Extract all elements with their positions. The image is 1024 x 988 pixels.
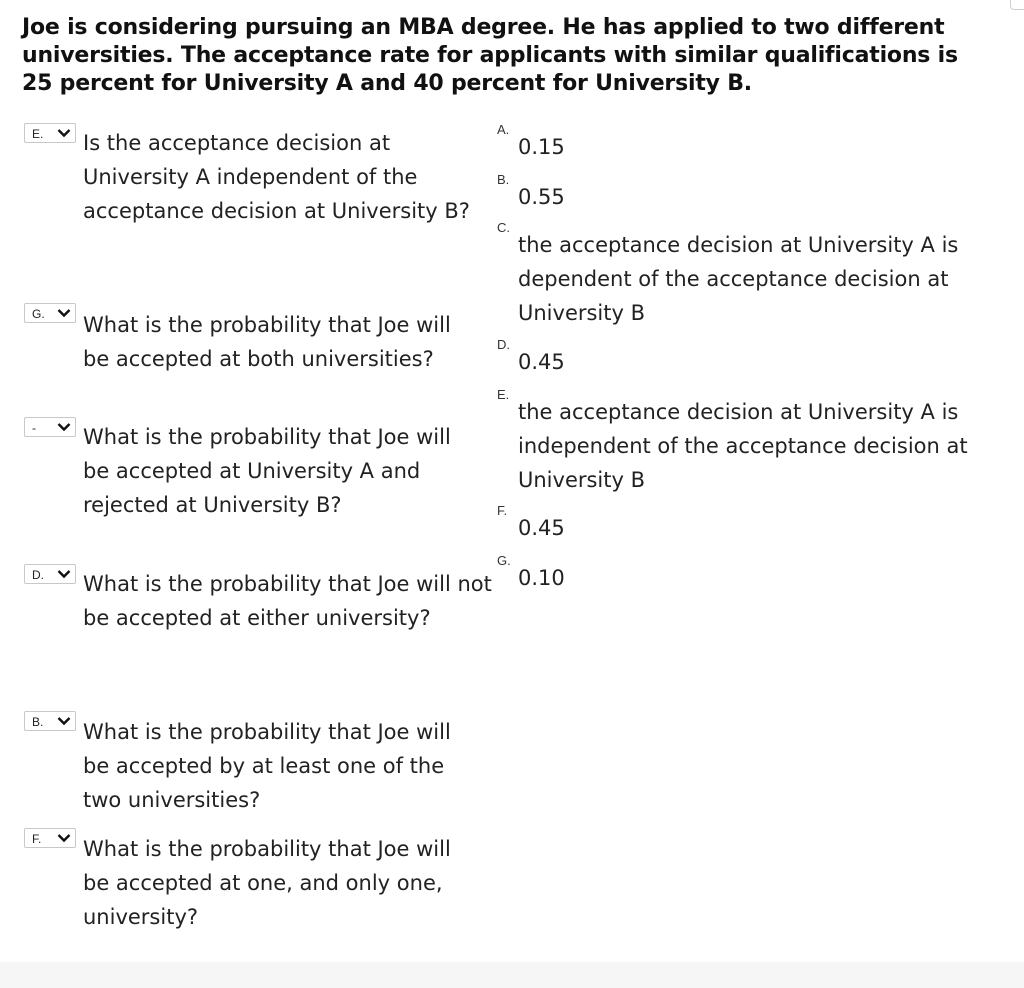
question-text: What is the probability that Joe will be accepted at University A and rejected at University B? (83, 425, 451, 517)
chevron-down-icon (57, 833, 71, 843)
question-text: What is the probability that Joe will be accepted by at least one of the two universities? (83, 720, 451, 812)
option-label: D. (497, 337, 510, 352)
chevron-down-icon (57, 128, 71, 138)
answer-select-value: E. (32, 127, 44, 141)
option-label: C. (497, 220, 510, 235)
corner-tab (1010, 0, 1024, 10)
chevron-down-icon (57, 716, 71, 726)
question-text: What is the probability that Joe will not be accepted at either university? (83, 572, 492, 630)
option-label: B. (497, 172, 510, 187)
question-text: What is the probability that Joe will be accepted at both universities? (83, 313, 451, 371)
chevron-down-icon (57, 422, 71, 432)
answer-select[interactable] (24, 564, 76, 584)
option-label: F. (497, 503, 508, 518)
question-text: Is the acceptance decision at University A independent of the acceptance decision at University B? (83, 131, 470, 223)
option-text: the acceptance decision at University A is independent of the acceptance decision at University B (518, 400, 968, 492)
question-text: What is the probability that Joe will be accepted at one, and only one, university? (83, 837, 451, 929)
answer-select[interactable] (24, 303, 76, 323)
problem-intro: Joe is considering pursuing an MBA degree. He has applied to two different universities. The acceptance rate for applicants with similar qualifications is 25 percent for University A and 40 percent for University B. (22, 15, 958, 96)
answer-select-value: B. (32, 715, 44, 729)
option-text: 0.10 (518, 566, 565, 590)
option-label: G. (497, 553, 511, 568)
option-text: the acceptance decision at University A is dependent of the acceptance decision at University B (518, 233, 959, 325)
answer-select[interactable] (24, 828, 76, 848)
option-text: 0.45 (518, 350, 565, 374)
option-label: A. (497, 122, 510, 137)
answer-select-value: - (32, 421, 36, 435)
option-text: 0.15 (518, 135, 565, 159)
page-footer-bar (0, 962, 1024, 988)
option-text: 0.45 (518, 516, 565, 540)
answer-select-value: G. (32, 307, 45, 321)
chevron-down-icon (57, 569, 71, 579)
option-label: E. (497, 387, 510, 402)
answer-select[interactable] (24, 711, 76, 731)
answer-select[interactable] (24, 417, 76, 437)
answer-select-value: D. (32, 568, 44, 582)
chevron-down-icon (57, 308, 71, 318)
answer-select-value: F. (32, 832, 42, 846)
option-text: 0.55 (518, 185, 565, 209)
answer-select[interactable] (24, 123, 76, 143)
